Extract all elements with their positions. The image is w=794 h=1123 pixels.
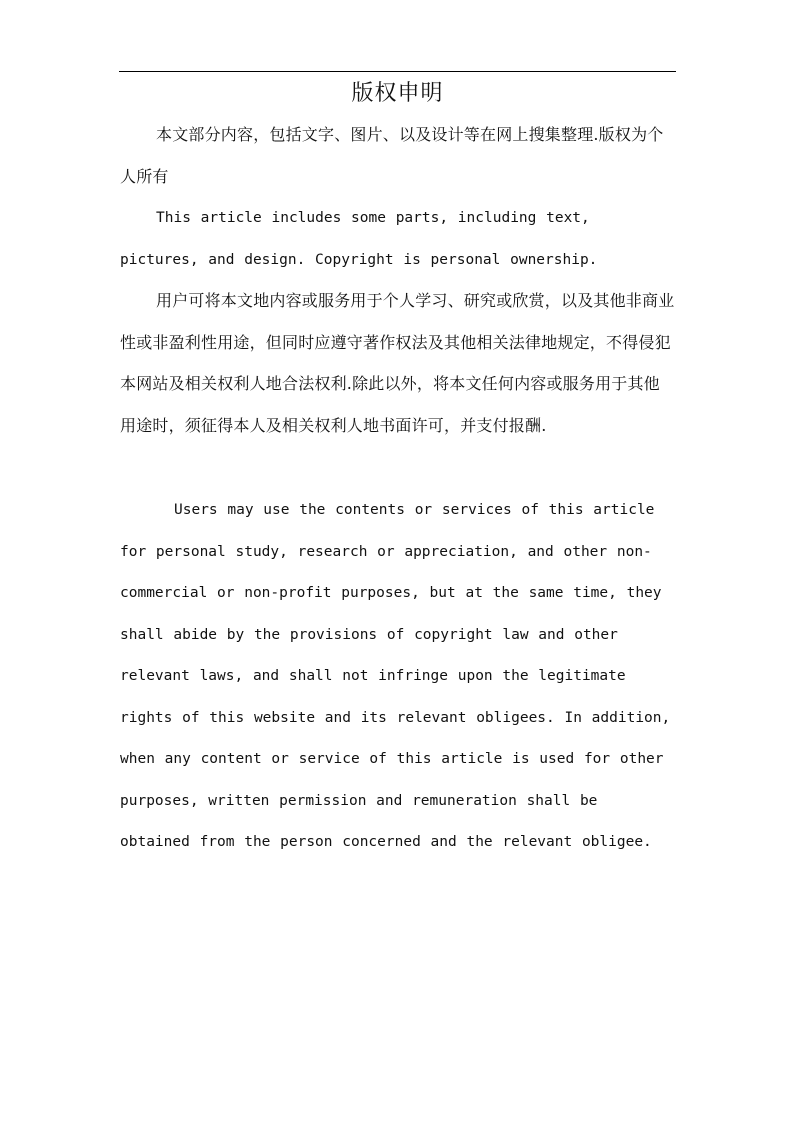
page-title: 版权申明: [351, 81, 444, 106]
copyright-intro-chinese: 本文部分内容，包括文字、图片、以及设计等在网上搜集整理.版权为个人所有: [120, 125, 664, 186]
usage-terms-chinese: 用户可将本文地内容或服务用于个人学习、研究或欣赏，以及其他非商业性或非盈利性用途，但同时应遵守著作权法及其他相关法律地规定，不得侵犯本网站及相关权利人地合法权利.除此以外，将本文任何内容或服务用于其他用途时，须征得本人及相关权利人地书面许可，并支付报酬.: [120, 291, 675, 435]
usage-terms-english: Users may use the contents or services of this article for personal study, research or appreciation, and other non-commercial or non-profit purposes, but at the same time, they shall abide by the provisions of copyright law and other relevant laws, and shall not infringe upon the legitimate rights of this website and its relevant obligees. In addition, when any content or service of this article is used for other purposes, written permission and remuneration shall be obtained from the person concerned and the relevant obligee.: [120, 502, 671, 850]
copyright-intro-english: This article includes some parts, including text, pictures, and design. Copyright is personal ownership.: [120, 210, 598, 268]
header-rule: [119, 71, 676, 72]
